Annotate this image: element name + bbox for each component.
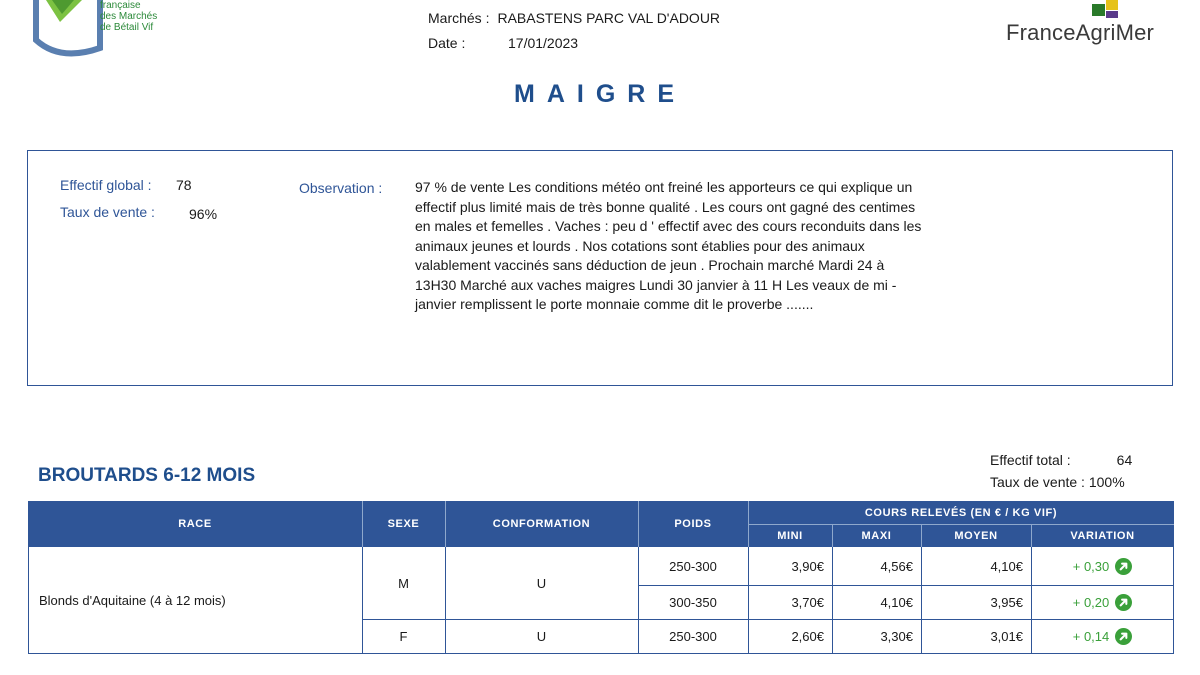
date-label: Date : [428,35,466,51]
maxi-cell: 3,30€ [880,628,913,644]
franceagrimer-logo-text: FranceAgriMer [1006,20,1155,45]
mini-cell: 3,90€ [791,558,824,574]
market-label: Marchés : [428,10,490,26]
header-maxi: MAXI [832,524,921,547]
section-totals [990,449,1132,493]
sexe-cell: M [398,575,409,591]
trend-up-icon [1115,628,1132,645]
maxi-cell: 4,10€ [880,594,913,610]
variation-value: + 0,20 [1072,594,1110,610]
variation-cell [1031,547,1174,585]
market-info [428,6,720,56]
conformation-cell: U [536,628,547,644]
header-cours: COURS RELEVÉS (EN € / KG VIF) [748,501,1174,524]
race-cell: Blonds d'Aquitaine (4 à 12 mois) [39,593,226,608]
taux-vente-value: 96% [189,206,218,222]
header-race: RACE [28,501,362,547]
maxi-cell: 4,56€ [880,558,913,574]
marches-logo [30,0,190,68]
effectif-global-label: Effectif global : [60,177,152,193]
header-sexe: SEXE [362,501,445,547]
effectif-global-value: 78 [176,177,192,193]
variation-cell [1031,619,1174,653]
conformation-cell: U [536,575,547,591]
header-variation: VARIATION [1031,524,1174,547]
poids-cell: 250-300 [669,558,717,574]
header-mini: MINI [748,524,832,547]
section-title: BROUTARDS 6-12 MOIS [38,465,256,486]
observation-text: 97 % de vente Les conditions météo ont freiné les apporteurs ce qui explique un effectif plus limité mais de très bonne qualité . Les cours ont gagné des centimes en males et femelles . Vaches : peu d ' effectif avec des cours reconduits dans les animaux jeunes et lourds . Nos cotations sont établies pour des animaux valablement vaccinés sans déduction de jeun . Prochain marché Mardi 24 à 13H30 Marché aux vaches maigres Lundi 30 janvier à 11 H Les veaux de mi -janvier remplissent le porte monnaie comme dit le proverbe ....... [415,179,922,312]
sexe-cell: F [399,628,408,644]
header-conformation: CONFORMATION [445,501,638,547]
observation-label: Observation : [299,180,383,196]
franceagrimer-logo [1006,0,1186,48]
price-table [28,501,1174,654]
header-moyen: MOYEN [921,524,1031,547]
trend-up-icon [1115,594,1132,611]
marches-logo-text: française des Marchés de Bétail Vif [100,0,158,33]
effectif-total-value: 64 [1116,452,1133,468]
moyen-cell: 3,01€ [990,628,1023,644]
marches-logo-mark [30,0,105,68]
moyen-cell: 3,95€ [990,594,1023,610]
franceagrimer-logo-mark [1092,0,1122,20]
effectif-total-label: Effectif total : [990,452,1071,468]
variation-value: + 0,30 [1072,558,1110,574]
poids-cell: 250-300 [669,628,717,644]
page-title: MAIGRE [514,80,686,108]
variation-cell [1031,585,1174,619]
market-value: RABASTENS PARC VAL D'ADOUR [497,10,721,26]
moyen-cell: 4,10€ [990,558,1023,574]
variation-value: + 0,14 [1072,628,1110,644]
mini-cell: 2,60€ [791,628,824,644]
taux-vente-total: Taux de vente : 100% [990,474,1125,490]
summary-box [27,150,1173,386]
taux-vente-label: Taux de vente : [60,204,155,220]
poids-cell: 300-350 [669,594,717,610]
trend-up-icon [1115,558,1132,575]
date-value: 17/01/2023 [508,35,579,51]
header-poids: POIDS [638,501,748,547]
mini-cell: 3,70€ [791,594,824,610]
